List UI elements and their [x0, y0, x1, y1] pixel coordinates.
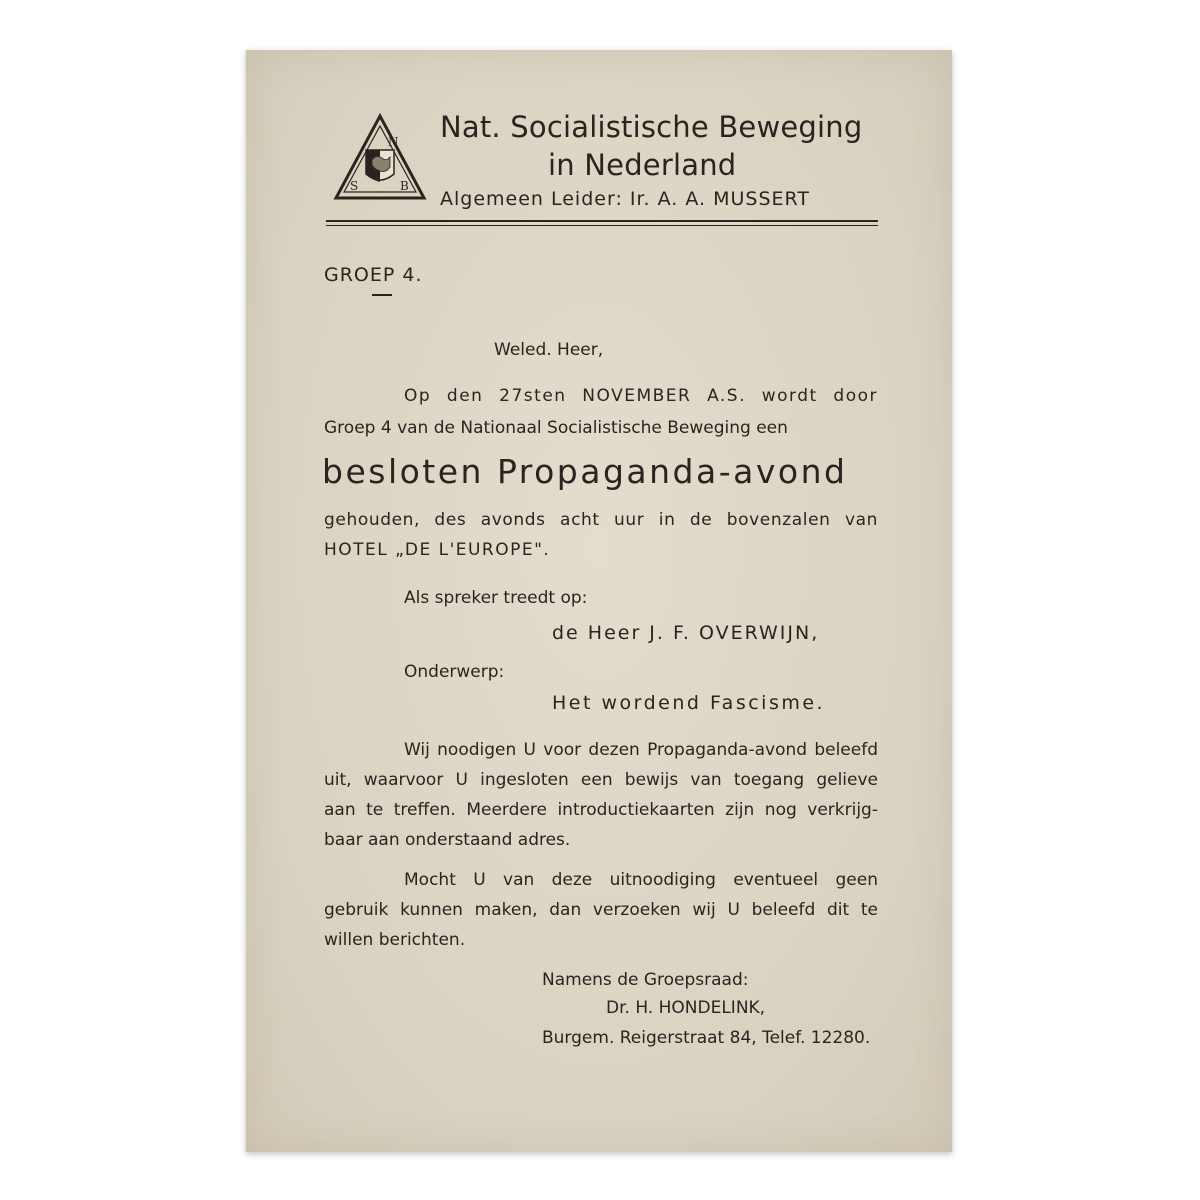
invite-line-4: baar aan onderstaand adres.: [324, 830, 571, 850]
invitation-letter: [246, 50, 952, 1152]
signature-address: Burgem. Reigerstraat 84, Telef. 12280.: [542, 1028, 871, 1048]
venue-line-2: HOTEL „DE L'EUROPE".: [324, 540, 551, 560]
intro-line-1: Op den 27sten NOVEMBER A.S. wordt door: [404, 386, 878, 406]
decline-line-2: gebruik kunnen maken, dan verzoeken wij U beleefd dit te: [324, 900, 878, 920]
header-rule-top: [326, 220, 878, 222]
invite-line-2: uit, waarvoor U ingesloten een bewijs van toegang gelieve: [324, 770, 878, 790]
signature-name: Dr. H. HONDELINK,: [606, 998, 766, 1018]
decline-line-1: Mocht U van deze uitnoodiging eventueel geen: [404, 870, 878, 890]
intro-line-2: Groep 4 van de Nationaal Socialistische Beweging een: [324, 418, 788, 438]
venue-line-1: gehouden, des avonds acht uur in de bovenzalen van: [324, 510, 878, 530]
header-rule-bottom: [326, 225, 878, 226]
group-underline: [372, 294, 392, 296]
logo-letter-b: B: [400, 179, 409, 193]
header-title-line1: Nat. Socialistische Beweging: [440, 110, 863, 144]
decline-line-3: willen berichten.: [324, 930, 466, 950]
header-leader: Algemeen Leider: Ir. A. A. MUSSERT: [440, 188, 810, 210]
nsb-emblem-logo: [332, 112, 428, 202]
topic-label: Onderwerp:: [404, 662, 505, 682]
speaker-name: de Heer J. F. OVERWIJN,: [552, 622, 820, 644]
topic: Het wordend Fascisme.: [552, 692, 826, 714]
salutation: Weled. Heer,: [494, 340, 604, 360]
invite-line-3: aan te treffen. Meerdere introductiekaarten zijn nog verkrijg-: [324, 800, 878, 820]
invite-line-1: Wij noodigen U voor dezen Propaganda-avond beleefd: [404, 740, 878, 760]
event-title: besloten Propaganda-avond: [322, 452, 848, 491]
speaker-label: Als spreker treedt op:: [404, 588, 588, 608]
signature-on-behalf: Namens de Groepsraad:: [542, 970, 749, 990]
group-label: GROEP 4.: [324, 264, 423, 286]
header-title-line2: in Nederland: [548, 148, 737, 182]
logo-letter-n: N: [388, 135, 399, 149]
logo-letter-s: S: [350, 179, 359, 193]
